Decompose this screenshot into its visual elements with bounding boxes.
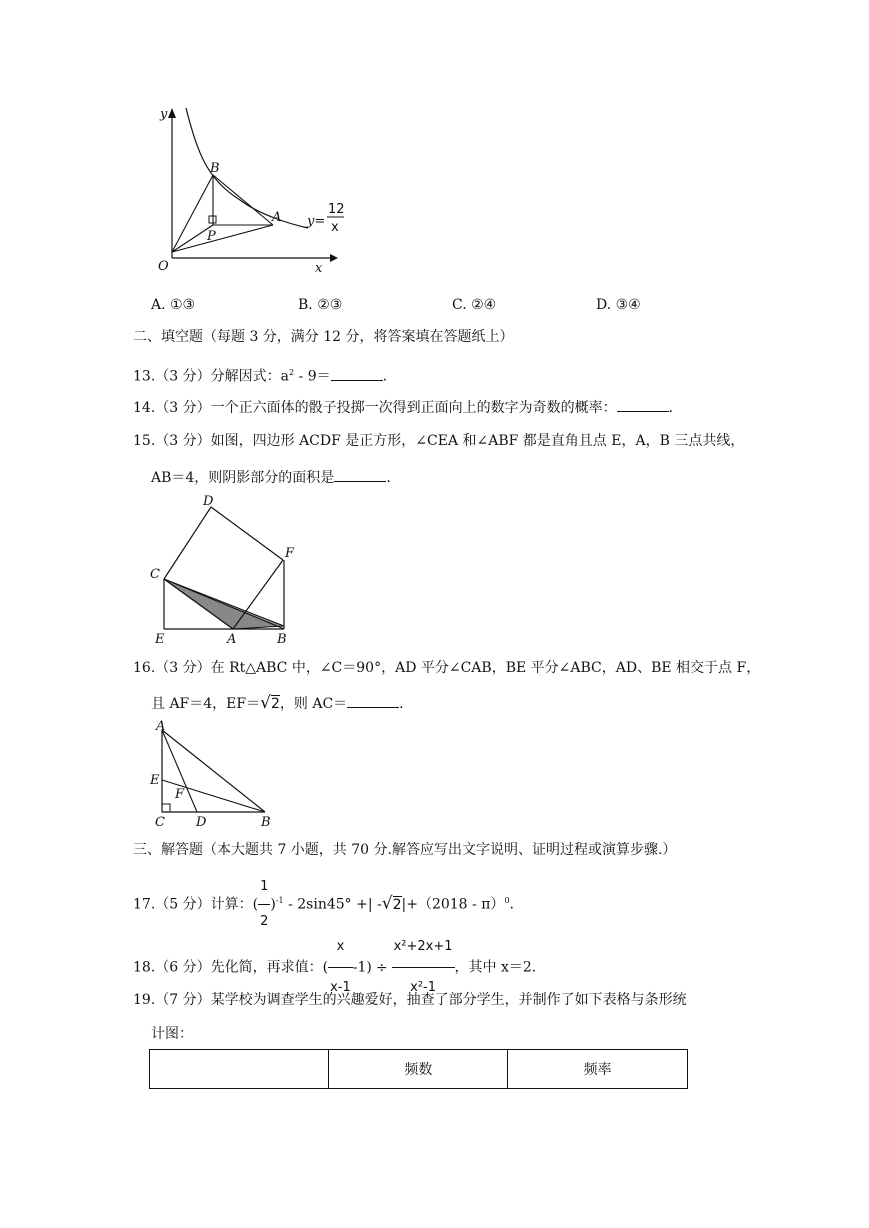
fraction-polynomial: $\frac{\text{x²+2x+1}}{\text{x²-1}}$: [392, 927, 455, 1008]
table-header-rate: 频率: [508, 1050, 688, 1089]
question-17: 17.（5 分）计算：( $\frac{1}{2}$ )$^{-1}$ - 2sin45° +| -√2|+（2018 - π）$^0$.: [133, 870, 514, 939]
answer-options: [0, 295, 869, 315]
label-b: B: [261, 815, 271, 830]
question-19-line1: 19.（7 分）某学校为调查学生的兴趣爱好，抽查了部分学生，并制作了如下表格与条形统: [133, 992, 687, 1008]
table-row: [150, 1050, 688, 1089]
label-c: C: [150, 567, 160, 582]
divide-icon: ÷: [375, 959, 388, 976]
label-x: x: [315, 261, 323, 276]
table-header-category: [150, 1050, 329, 1089]
function-numerator: 12: [328, 202, 345, 217]
square-figure: [145, 492, 305, 647]
question-18: 18.（6 分）先化简，再求值：( $\frac{x}{x-1}$ -1) ÷ $\frac{\text{x²+2x+1}}{\text{x²-1}}$ ，其中 x＝2.: [133, 927, 536, 1008]
label-origin: O: [158, 259, 169, 274]
option-a: A. ①③: [151, 297, 196, 313]
answer-blank[interactable]: [617, 397, 669, 412]
question-14: 14.（3 分）一个正六面体的骰子投掷一次得到正面向上的数字为奇数的概率： .: [133, 397, 673, 418]
label-y: y: [160, 107, 168, 122]
answer-blank[interactable]: [331, 366, 383, 381]
label-a: A: [227, 632, 237, 647]
answer-blank[interactable]: [334, 467, 386, 482]
label-d: D: [196, 815, 207, 830]
option-c: C. ②④: [452, 297, 497, 313]
right-triangle-figure: [145, 718, 285, 833]
option-b: B. ②③: [298, 297, 343, 313]
table-header-frequency: 频数: [329, 1050, 508, 1089]
question-19-line2: 计图：: [151, 1026, 193, 1042]
section-heading-answer: 三、解答题（本大题共 7 小题，共 70 分.解答应写出文字说明、证明过程或演算步骤.）: [133, 842, 677, 858]
label-e: E: [155, 632, 165, 647]
frequency-table: [149, 1049, 688, 1089]
section-heading-fill-in: 二、填空题（每题 3 分，满分 12 分，将答案填在答题纸上）: [133, 329, 514, 345]
label-a: A: [156, 719, 166, 734]
hyperbola-figure: [140, 100, 370, 280]
question-15-line1: 15.（3 分）如图，四边形 ACDF 是正方形，∠CEA 和∠ABF 都是直角且点 E，A，B 三点共线，: [133, 433, 745, 449]
label-c: C: [155, 815, 165, 830]
fraction-one-half: $\frac{1}{2}$: [258, 870, 270, 939]
label-a: A: [272, 210, 282, 225]
answer-blank[interactable]: [347, 693, 399, 708]
function-lhs: y=: [307, 214, 326, 229]
function-denominator: x: [331, 220, 339, 235]
question-15-line2: AB＝4，则阴影部分的面积是 .: [151, 467, 391, 488]
label-b: B: [210, 161, 220, 176]
sqrt-icon: √: [260, 693, 271, 713]
label-f: F: [175, 787, 185, 802]
question-13: 13.（3 分）分解因式：$a^2 - 9=$ .: [133, 363, 387, 387]
label-d: D: [203, 494, 214, 509]
question-16-line1: 16.（3 分）在 Rt△ABC 中，∠C＝90°，AD 平分∠CAB，BE 平分∠ABC，AD、BE 相交于点 F，: [133, 660, 761, 676]
sqrt-icon: √: [381, 893, 393, 914]
label-b: B: [277, 632, 287, 647]
label-p: P: [207, 229, 216, 244]
question-16-line2: 且 AF＝4，EF＝√2，则 AC＝ .: [151, 693, 404, 713]
fraction-x-over-x-minus-1: $\frac{x}{x-1}$: [328, 927, 353, 1008]
label-e: E: [150, 773, 160, 788]
label-f: F: [285, 546, 295, 561]
option-d: D. ③④: [596, 297, 641, 313]
